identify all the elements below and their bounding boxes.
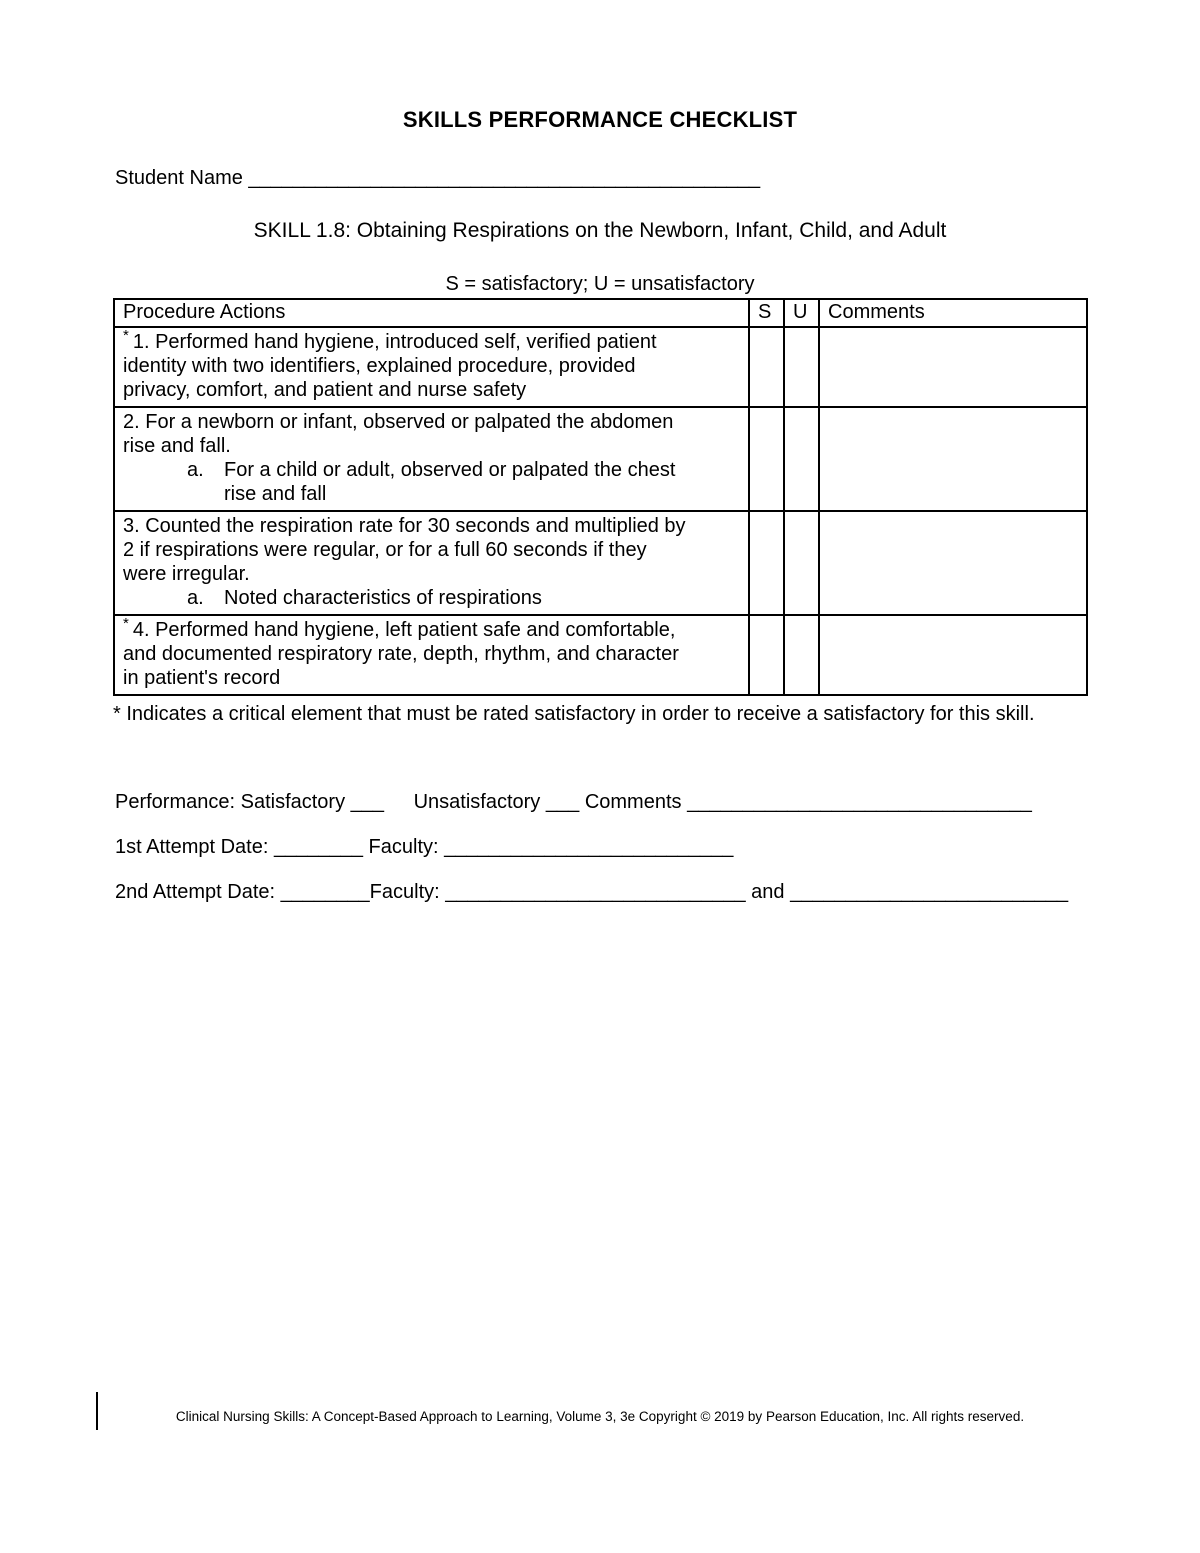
second-attempt-faculty-label: Faculty: (369, 881, 440, 903)
table-row (114, 407, 1087, 511)
critical-marker: * (123, 327, 129, 345)
first-attempt-label: 1st Attempt Date: (115, 836, 269, 858)
table-row (114, 615, 1087, 695)
header-unsatisfactory: U (784, 299, 819, 327)
comments-cell (819, 327, 1087, 407)
performance-line (115, 790, 1200, 814)
u-cell (784, 407, 819, 511)
header-row (114, 299, 1087, 327)
copyright-footer: Clinical Nursing Skills: A Concept-Based Approach to Learning, Volume 3, 3e Copyright © 2019 by Pearson Education, Inc. All rights reserved. (175, 1409, 1025, 1424)
signoff-section (115, 790, 1200, 904)
second-attempt-label: 2nd Attempt Date: (115, 881, 276, 903)
satisfactory-blank: ___ (350, 791, 385, 813)
u-cell (784, 511, 819, 615)
second-attempt-faculty-blank: ___________________________ (445, 881, 746, 903)
page-title: SKILLS PERFORMANCE CHECKLIST (402, 107, 798, 132)
procedure-action-cell (114, 327, 749, 407)
s-cell (749, 511, 784, 615)
text-line: in patient's record (123, 667, 281, 689)
sub-item-label: a. (187, 459, 204, 481)
critical-element-footnote: * Indicates a critical element that must be rated satisfactory in order to receive a satisfactory for this skill. (113, 703, 1035, 725)
comments-cell (819, 407, 1087, 511)
text-line: Noted characteristics of respirations (224, 587, 542, 609)
comments-cell (819, 511, 1087, 615)
student-name-blank: ______________________________________________ (248, 167, 761, 189)
text-line: identity with two identifiers, explained procedure, provided (123, 355, 636, 377)
s-cell (749, 407, 784, 511)
text-line: 3. Counted the respiration rate for 30 seconds and multiplied by (123, 515, 686, 537)
first-attempt-date-blank: ________ (273, 836, 363, 858)
text-line: were irregular. (123, 563, 250, 585)
student-name-label: Student Name (115, 167, 243, 189)
text-line: 2 if respirations were regular, or for a full 60 seconds if they (123, 539, 647, 561)
and-label: and (751, 881, 785, 903)
sub-item-label: a. (187, 587, 204, 609)
first-attempt-line (115, 835, 1200, 859)
procedure-action-cell (114, 615, 749, 695)
second-attempt-date-blank: ________ (280, 881, 370, 903)
comments-cell (819, 615, 1087, 695)
comments-blank: _______________________________ (687, 791, 1032, 813)
header-procedure-actions: Procedure Actions (114, 299, 749, 327)
and-blank: _________________________ (790, 881, 1069, 903)
procedure-action-cell (114, 407, 749, 511)
rating-legend: S = satisfactory; U = unsatisfactory (445, 273, 755, 295)
second-attempt-line (115, 880, 1200, 904)
sub-item (187, 586, 734, 610)
table-row (114, 511, 1087, 615)
u-cell (784, 327, 819, 407)
student-name-row (115, 166, 1200, 190)
u-cell (784, 615, 819, 695)
text-line: * 1. Performed hand hygiene, introduced self, verified patient (123, 327, 657, 353)
s-cell (749, 327, 784, 407)
header-satisfactory: S (749, 299, 784, 327)
header-comments: Comments (819, 299, 1087, 327)
sub-item-text (224, 586, 734, 610)
unsatisfactory-label: Unsatisfactory (413, 791, 541, 813)
unsatisfactory-blank: ___ (545, 791, 580, 813)
text-line: 2. For a newborn or infant, observed or palpated the abdomen (123, 411, 674, 433)
text-line: rise and fall. (123, 435, 231, 457)
sub-item (187, 458, 734, 506)
first-attempt-faculty-blank: __________________________ (444, 836, 734, 858)
skill-heading: SKILL 1.8: Obtaining Respirations on the Newborn, Infant, Child, and Adult (253, 219, 947, 242)
comments-label: Comments (584, 791, 682, 813)
checklist-table (113, 298, 1088, 696)
text-line: For a child or adult, observed or palpated the chest (224, 459, 676, 481)
first-attempt-faculty-label: Faculty: (368, 836, 439, 858)
text-line: privacy, comfort, and patient and nurse safety (123, 379, 527, 401)
performance-label: Performance: Satisfactory (115, 791, 346, 813)
s-cell (749, 615, 784, 695)
critical-marker: * (123, 615, 129, 633)
procedure-action-cell (114, 511, 749, 615)
sub-item-text (224, 458, 734, 506)
text-line: rise and fall (224, 483, 327, 505)
text-line: * 4. Performed hand hygiene, left patient safe and comfortable, (123, 615, 676, 641)
text-line: and documented respiratory rate, depth, rhythm, and character (123, 643, 679, 665)
table-row (114, 327, 1087, 407)
